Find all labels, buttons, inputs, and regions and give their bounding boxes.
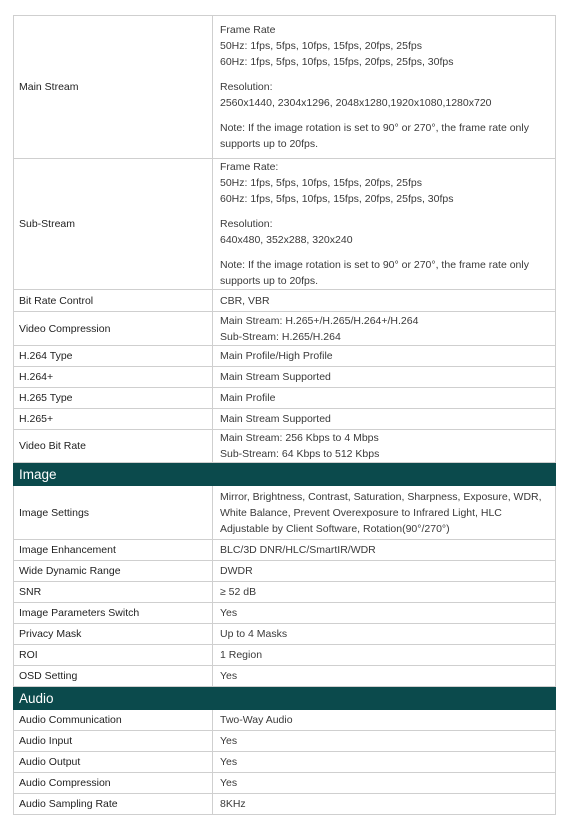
spec-value-line: Yes (220, 670, 238, 682)
spec-label: H.265 Type (14, 388, 213, 409)
spec-label: ROI (14, 645, 213, 666)
spec-table-container (13, 15, 556, 815)
spec-value-line: Up to 4 Masks (220, 628, 288, 640)
spec-value-line: Resolution: (220, 218, 273, 230)
line-gap (220, 111, 549, 120)
section-title: Image (14, 463, 556, 486)
spec-value (213, 794, 556, 815)
image-section (14, 463, 556, 486)
spec-value (213, 159, 556, 290)
video-spec-rows (14, 16, 556, 463)
spec-row (14, 666, 556, 687)
section-header-audio (14, 687, 556, 710)
spec-value (213, 290, 556, 312)
spec-value-line: Main Stream Supported (220, 371, 331, 383)
spec-row (14, 773, 556, 794)
spec-value (213, 582, 556, 603)
spec-value-line: Main Stream Supported (220, 413, 331, 425)
spec-row (14, 312, 556, 346)
spec-value (213, 430, 556, 463)
spec-value-line: 640x480, 352x288, 320x240 (220, 234, 353, 246)
spec-row (14, 603, 556, 624)
spec-value-line: Main Profile/High Profile (220, 350, 333, 362)
spec-value (213, 312, 556, 346)
spec-row (14, 731, 556, 752)
spec-value (213, 561, 556, 582)
spec-value-line: Main Stream: 256 Kbps to 4 Mbps (220, 432, 379, 444)
spec-value (213, 624, 556, 645)
spec-row (14, 388, 556, 409)
spec-row (14, 290, 556, 312)
spec-value-line: 2560x1440, 2304x1296, 2048x1280,1920x1080,1280x720 (220, 97, 492, 109)
spec-label: Wide Dynamic Range (14, 561, 213, 582)
spec-label: SNR (14, 582, 213, 603)
spec-label: Audio Communication (14, 710, 213, 731)
spec-value-line: 8KHz (220, 798, 246, 810)
spec-label: Image Parameters Switch (14, 603, 213, 624)
spec-label: Bit Rate Control (14, 290, 213, 312)
spec-label: Audio Sampling Rate (14, 794, 213, 815)
spec-row (14, 409, 556, 430)
spec-value-line: ≥ 52 dB (220, 586, 257, 598)
spec-row (14, 346, 556, 367)
spec-value (213, 710, 556, 731)
spec-row (14, 367, 556, 388)
section-header-image (14, 463, 556, 486)
spec-value-line: Main Stream: H.265+/H.265/H.264+/H.264 (220, 314, 419, 327)
spec-label: Image Enhancement (14, 540, 213, 561)
spec-value (213, 16, 556, 159)
spec-value-line: Sub-Stream: 64 Kbps to 512 Kbps (220, 448, 380, 460)
spec-label: Main Stream (14, 16, 213, 159)
spec-label: OSD Setting (14, 666, 213, 687)
spec-label: Audio Output (14, 752, 213, 773)
spec-row (14, 752, 556, 773)
spec-value-line: Yes (220, 756, 238, 768)
spec-value (213, 388, 556, 409)
spec-row (14, 645, 556, 666)
spec-label: Video Bit Rate (14, 430, 213, 463)
spec-value-line: 50Hz: 1fps, 5fps, 10fps, 15fps, 20fps, 25fps (220, 40, 422, 52)
spec-label: Sub-Stream (14, 159, 213, 290)
spec-value (213, 540, 556, 561)
line-gap (220, 248, 549, 257)
spec-value (213, 486, 556, 540)
spec-value (213, 666, 556, 687)
line-gap (220, 70, 549, 79)
spec-label: H.265+ (14, 409, 213, 430)
spec-value-line: 60Hz: 1fps, 5fps, 10fps, 15fps, 20fps, 25fps, 30fps (220, 56, 454, 68)
spec-row (14, 486, 556, 540)
spec-label: Video Compression (14, 312, 213, 346)
spec-value-line: 1 Region (220, 649, 263, 661)
spec-row (14, 710, 556, 731)
audio-spec-rows (14, 710, 556, 815)
spec-value (213, 603, 556, 624)
audio-section (14, 687, 556, 710)
spec-value (213, 367, 556, 388)
image-spec-rows (14, 486, 556, 687)
spec-value-line: Resolution: (220, 81, 273, 93)
spec-row (14, 582, 556, 603)
spec-label: Audio Compression (14, 773, 213, 794)
section-title: Audio (14, 687, 556, 710)
spec-row (14, 794, 556, 815)
spec-row (14, 540, 556, 561)
spec-row (14, 624, 556, 645)
spec-value-line: Yes (220, 607, 238, 619)
spec-label: Privacy Mask (14, 624, 213, 645)
spec-value-line: 50Hz: 1fps, 5fps, 10fps, 15fps, 20fps, 25fps (220, 177, 422, 189)
spec-value-line: Sub-Stream: H.265/H.264 (220, 330, 341, 343)
spec-value-line: BLC/3D DNR/HLC/SmartIR/WDR (220, 544, 376, 556)
line-gap (220, 207, 549, 216)
spec-value-line: Note: If the image rotation is set to 90° or 270°, the frame rate only supports up to 20fps. (220, 259, 529, 287)
spec-value (213, 409, 556, 430)
spec-label: H.264 Type (14, 346, 213, 367)
spec-value-line: DWDR (220, 565, 253, 577)
spec-table (13, 15, 556, 815)
spec-value-line: Main Profile (220, 392, 276, 404)
spec-value-line: Yes (220, 735, 238, 747)
spec-value-line: Frame Rate (220, 24, 276, 36)
spec-value-line: CBR, VBR (220, 294, 270, 307)
spec-label: Image Settings (14, 486, 213, 540)
spec-value (213, 752, 556, 773)
spec-value-line: Mirror, Brightness, Contrast, Saturation, Sharpness, Exposure, WDR, White Balance, Prevent Overexposure to Infrared Light, HLC Adjustable by Client Software, Rotation(90°/270°) (220, 490, 542, 535)
spec-value-line: Frame Rate: (220, 161, 279, 173)
spec-value (213, 731, 556, 752)
spec-value-line: Yes (220, 777, 238, 789)
spec-row (14, 16, 556, 159)
spec-value (213, 773, 556, 794)
spec-label: H.264+ (14, 367, 213, 388)
spec-row (14, 561, 556, 582)
spec-row (14, 159, 556, 290)
spec-label: Audio Input (14, 731, 213, 752)
spec-value (213, 645, 556, 666)
spec-value (213, 346, 556, 367)
spec-value-line: Two-Way Audio (220, 714, 293, 726)
spec-value-line: Note: If the image rotation is set to 90° or 270°, the frame rate only supports up to 20fps. (220, 122, 529, 150)
spec-value-line: 60Hz: 1fps, 5fps, 10fps, 15fps, 20fps, 25fps, 30fps (220, 193, 454, 205)
spec-row (14, 430, 556, 463)
